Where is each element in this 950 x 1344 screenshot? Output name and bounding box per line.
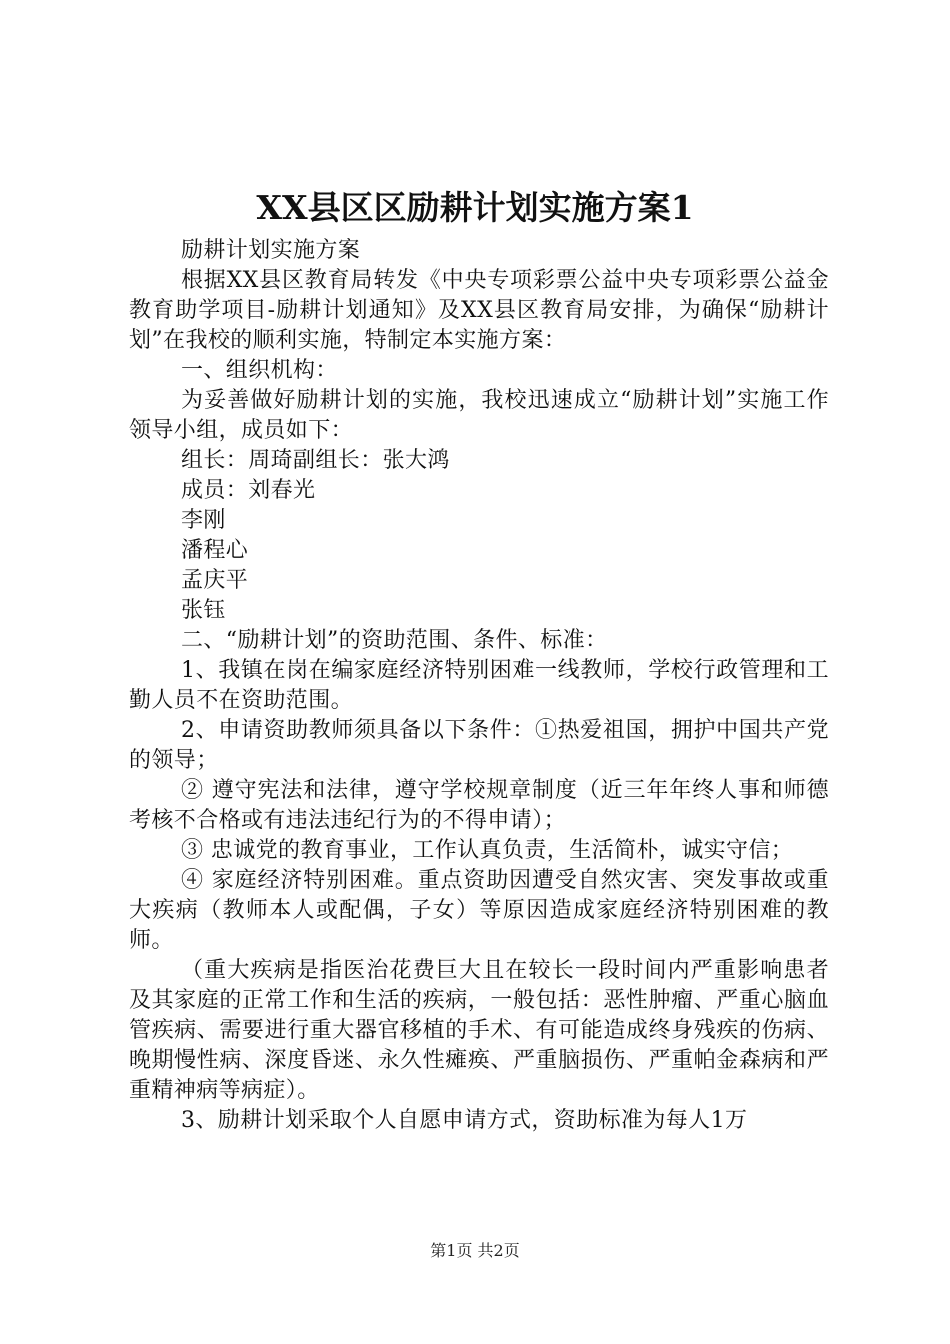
body-paragraph: 组长：周琦副组长：张大鸿 [181, 448, 450, 473]
body-paragraph: 1、我镇在岗在编家庭经济特别困难一线教师，学校行政管理和工勤人员不在资助范围。 [129, 658, 829, 713]
body-paragraph: 潘程心 [181, 538, 249, 563]
body-paragraph: 张钰 [181, 598, 226, 623]
body-paragraph: 励耕计划实施方案 [181, 238, 361, 263]
body-paragraph: 李刚 [181, 508, 226, 533]
body-paragraph: 3、励耕计划采取个人自愿申请方式，资助标准为每人1万 [181, 1108, 748, 1133]
document-title: XX县区区励耕计划实施方案1 [256, 188, 694, 227]
body-paragraph: 孟庆平 [181, 568, 249, 593]
body-paragraph: 为妥善做好励耕计划的实施，我校迅速成立“励耕计划”实施工作领导小组，成员如下： [129, 388, 829, 443]
body-paragraph: ③ 忠诚党的教育事业，工作认真负责，生活简朴，诚实守信； [181, 838, 794, 863]
body-paragraph: ④ 家庭经济特别困难。重点资助因遭受自然灾害、突发事故或重大疾病（教师本人或配偶，子女）等原因造成家庭经济特别困难的教师。 [129, 868, 829, 953]
document-body [129, 236, 829, 1136]
body-paragraph: 二、“励耕计划”的资助范围、条件、标准： [181, 628, 608, 653]
body-paragraph: 一、组织机构： [181, 358, 338, 383]
body-paragraph: 根据XX县区教育局转发《中央专项彩票公益中央专项彩票公益金教育助学项目-励耕计划通知》及XX县区教育局安排，为确保“励耕计划”在我校的顺利实施，特制定本实施方案： [129, 268, 829, 353]
body-paragraph: ② 遵守宪法和法律，遵守学校规章制度（近三年年终人事和师德考核不合格或有违法违纪行为的不得申请）； [129, 778, 829, 833]
body-paragraph: 成员：刘春光 [181, 478, 316, 503]
body-paragraph: 2、申请资助教师须具备以下条件：①热爱祖国，拥护中国共产党的领导； [129, 718, 829, 773]
page-footer: 第1页 共2页 [430, 1241, 520, 1260]
body-paragraph: （重大疾病是指医治花费巨大且在较长一段时间内严重影响患者及其家庭的正常工作和生活的疾病，一般包括：恶性肿瘤、严重心脑血管疾病、需要进行重大器官移植的手术、有可能造成终身残疾的伤病、晚期慢性病、深度昏迷、永久性瘫痪、严重脑损伤、严重帕金森病和严重精神病等病症）。 [129, 958, 829, 1103]
